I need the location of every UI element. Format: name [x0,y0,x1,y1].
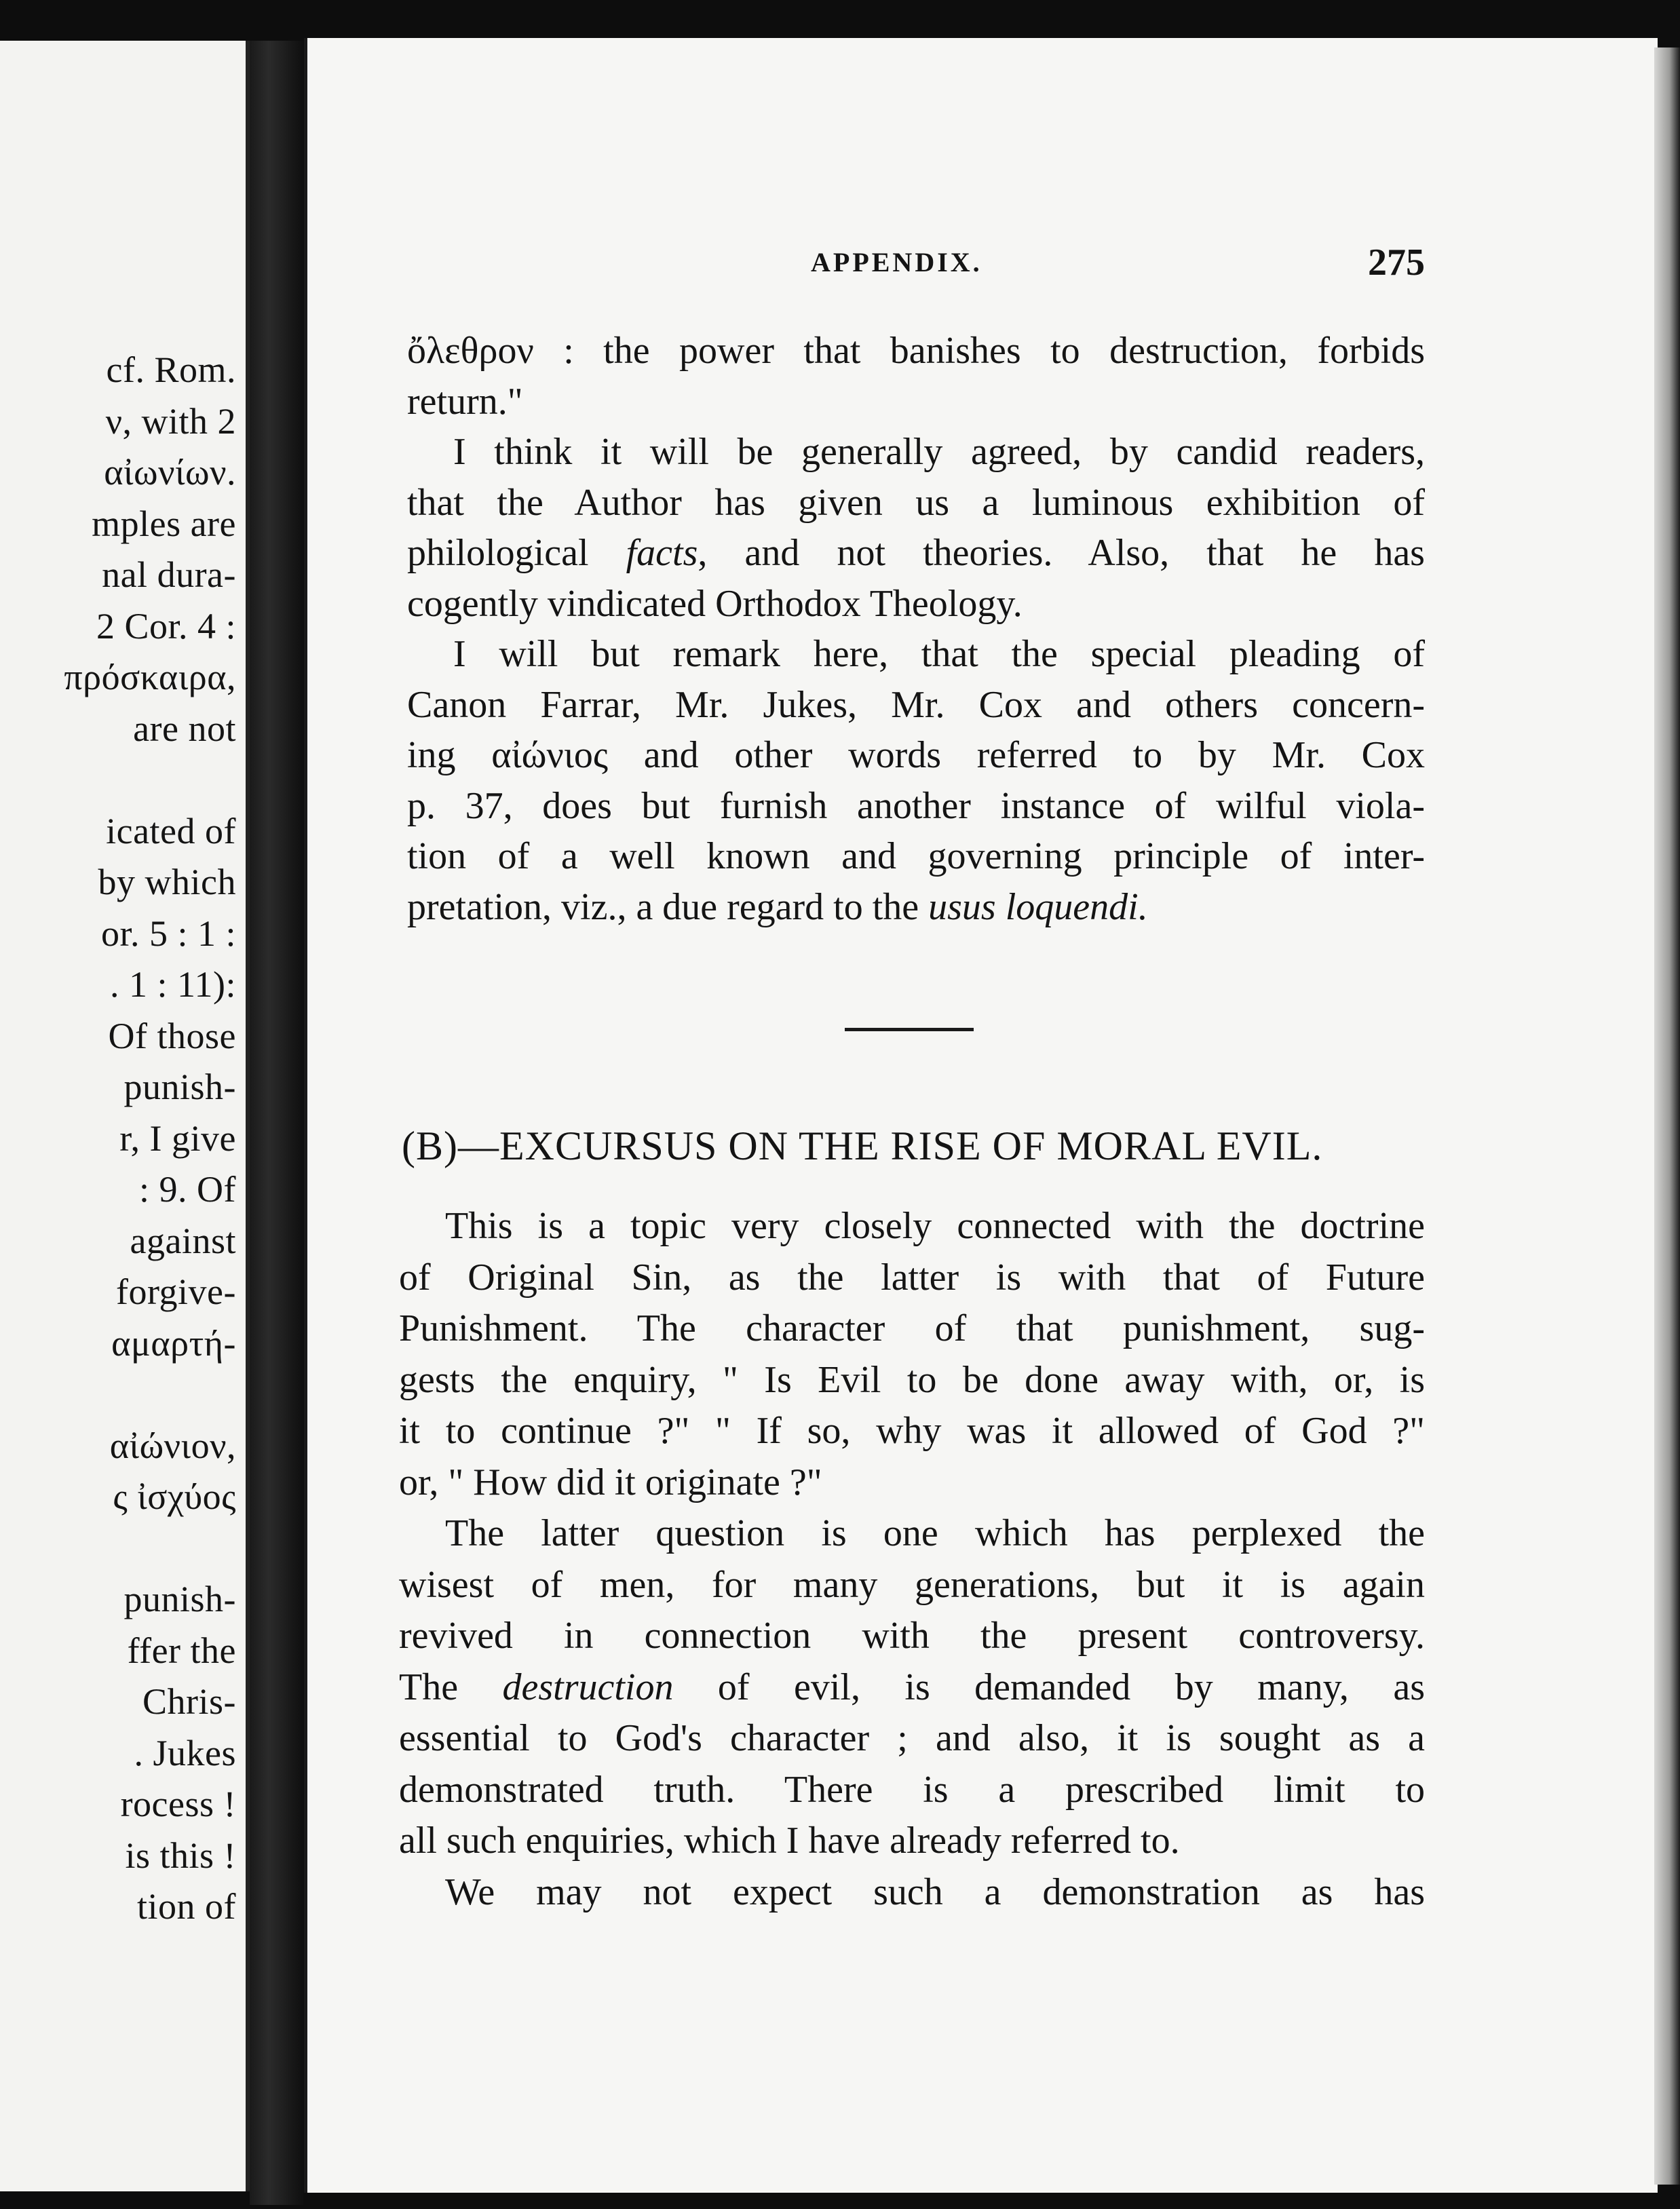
text-line: ὄλεθρον : the power that banishes to destruction, forbids [407,330,1425,372]
section-divider-rule [845,1028,974,1031]
text-line: cogently vindicated Orthodox Theology. [407,582,1023,625]
left-page-line: by which [98,862,236,902]
left-page-line: cf. Rom. [106,349,236,390]
text-span: of evil, is demanded by many, as [673,1666,1426,1708]
text-line: return." [407,380,523,423]
text-line: all such enquiries, which I have already referred to. [399,1820,1180,1862]
text-span: pretation, viz., a due regard to the [407,885,929,928]
text-line: wisest of men, for many generations, but it is again [399,1563,1425,1606]
left-page-line: Chris- [142,1681,236,1722]
left-page-line: icated of [106,810,236,851]
text-line: I will but remark here, that the special pleading of [453,633,1425,675]
book-gutter [250,41,304,2205]
text-line: p. 37, does but furnish another instance of wilful viola- [407,784,1425,827]
left-page-line: : 9. Of [139,1169,236,1210]
text-span: , and not theories. Also, that he has [698,532,1425,574]
left-page-line: mples are [92,503,236,544]
left-page-line: ffer the [127,1630,236,1671]
left-page-line: αμαρτή- [111,1322,236,1364]
text-line [399,1662,1425,1712]
text-line [407,528,1425,578]
left-page-line: αἰώνιον, [109,1425,236,1466]
page-edge [1654,47,1680,2185]
italic-text: destruction [502,1666,674,1708]
text-line: of Original Sin, as the latter is with that of Future [399,1256,1425,1299]
left-page-line: . 1 : 11): [110,964,236,1005]
text-line: revived in connection with the present controversy. [399,1615,1425,1657]
italic-text: usus loquendi. [928,885,1148,928]
running-head: APPENDIX. [811,247,982,277]
text-span: The [399,1666,503,1708]
left-page-line: punish- [123,1579,236,1619]
left-page-line: 2 Cor. 4 : [96,605,236,647]
left-page-line: is this ! [125,1835,236,1876]
page-header [811,241,1425,288]
text-span: philological [407,532,626,574]
text-line: ing αἰώνιος and other words referred to by Mr. Cox [407,734,1425,776]
left-page-line: or. 5 : 1 : [100,913,236,954]
section-heading: (B)—EXCURSUS ON THE RISE OF MORAL EVIL. [402,1123,1323,1168]
text-line: demonstrated truth. There is a prescribed limit to [399,1768,1425,1811]
left-page-line: ν, with 2 [105,400,236,442]
left-page-line: nal dura- [102,554,236,595]
left-page-line: against [130,1220,236,1261]
text-line: essential to God's character ; and also, it is sought as a [399,1717,1425,1759]
text-line: I think it will be generally agreed, by candid readers, [453,431,1425,473]
left-page-line: . Jukes [134,1732,236,1773]
left-page-line: rocess ! [120,1784,236,1824]
left-page-line: πρόσκαιρα, [64,657,236,697]
italic-text: facts [626,532,698,574]
text-line: it to continue ?" " If so, why was it allowed of God ?" [399,1410,1425,1452]
text-line: or, " How did it originate ?" [399,1461,822,1503]
left-page-line: ς ἰσχύος [113,1476,236,1517]
left-page-line: αἰωνίων. [104,452,236,493]
text-line [407,882,1425,932]
page-number: 275 [1368,242,1425,284]
text-line: tion of a well known and governing principle of inter- [407,835,1425,877]
text-line: This is a topic very closely connected with the doctrine [445,1205,1425,1247]
left-page-line: Of those [108,1015,236,1056]
left-page-line: are not [133,708,236,749]
text-line: We may not expect such a demonstration as has [445,1870,1425,1913]
left-page-line: punish- [123,1067,236,1107]
left-page-line: tion of [137,1886,236,1927]
left-page-line: forgive- [116,1271,236,1312]
left-page-line: r, I give [119,1117,236,1159]
text-line: gests the enquiry, " Is Evil to be done away with, or, is [399,1358,1425,1401]
text-line: The latter question is one which has perplexed the [445,1512,1425,1554]
left-facing-page [0,41,250,2191]
text-line: Punishment. The character of that punishment, sug- [399,1307,1425,1349]
text-line: Canon Farrar, Mr. Jukes, Mr. Cox and others concern- [407,683,1425,726]
text-line: that the Author has given us a luminous exhibition of [407,481,1425,524]
